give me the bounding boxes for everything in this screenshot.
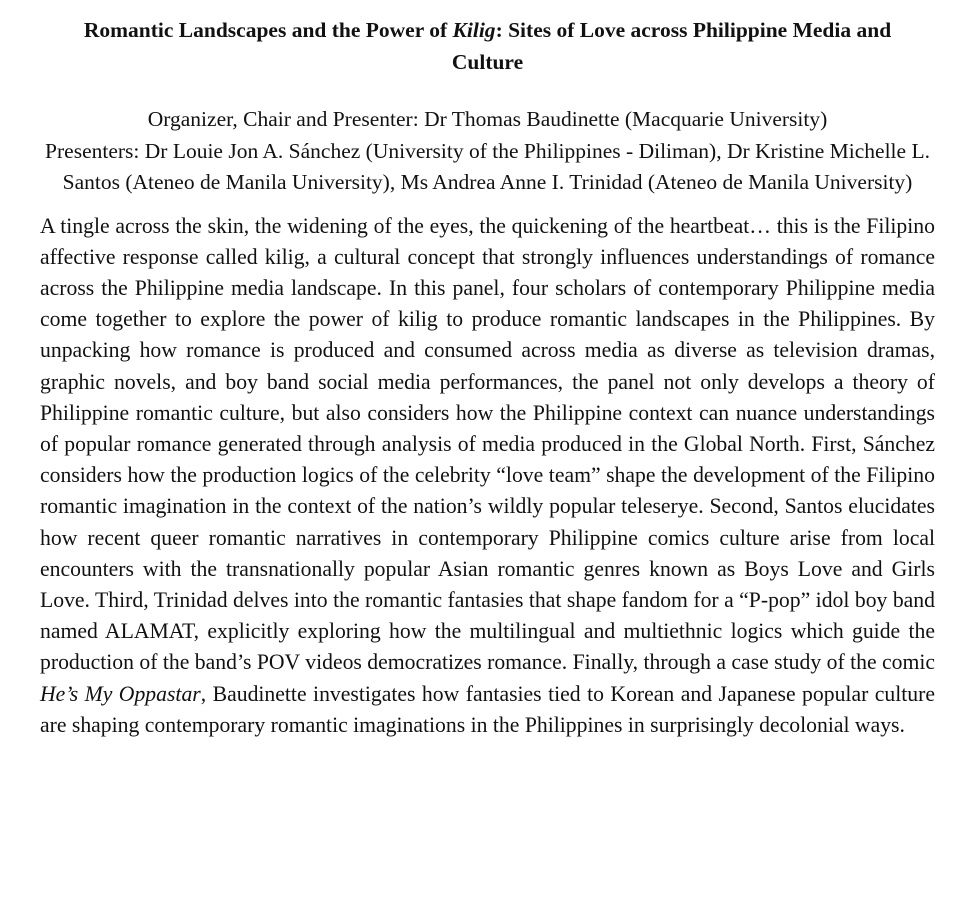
panel-title [40, 14, 935, 78]
author-block [40, 104, 935, 199]
abstract-text-part1: A tingle across the skin, the widening of the eyes, the quickening of the heartbeat… this is the Filipino affective response called kilig, a cultural concept that strongly influences understandings of romance across the Philippine media landscape. In this panel, four scholars of contemporary Philippine media come together to explore the power of kilig to produce romantic landscapes in the Philippines. By unpacking how romance is produced and consumed across media as diverse as television dramas, graphic novels, and boy band social media performances, the panel not only develops a theory of Philippine romantic culture, but also considers how the Philippine context can nuance understandings of popular romance generated through analysis of media produced in the Global North. First, Sánchez considers how the production logics of the celebrity “love team” shape the development of the Filipino romantic imagination in the context of the nation’s wildly popular teleserye. Second, Santos elucidates how recent queer romantic narratives in contemporary Philippine comics culture arise from local encounters with the transnationally popular Asian romantic genres known as Boys Love and Girls Love. Third, Trinidad delves into the romantic fantasies that shape fandom for a “P-pop” idol boy band named ALAMAT, explicitly exploring how the multilingual and multiethnic logics which guide the production of the band’s POV videos democratizes romance. Finally, through a case study of the comic [40, 213, 935, 675]
organizer-line: Organizer, Chair and Presenter: Dr Thomas Baudinette (Macquarie University) [147, 107, 828, 131]
abstract-paragraph [40, 211, 935, 741]
title-text-after: : Sites of Love across Philippine Media and Culture [451, 18, 892, 74]
title-emphasis-kilig: Kilig [452, 18, 496, 42]
abstract-text-part2: , Baudinette investigates how fantasies tied to Korean and Japanese popular culture are shaping contemporary romantic imaginations in the Philippines in surprisingly decolonial ways. [40, 681, 935, 737]
title-text-before: Romantic Landscapes and the Power of [83, 18, 453, 42]
presenters-line: Presenters: Dr Louie Jon A. Sánchez (University of the Philippines - Diliman), Dr Kristine Michelle L. Santos (Ateneo de Manila University), Ms Andrea Anne I. Trinidad (Ateneo de Manila University) [45, 138, 930, 194]
abstract-comic-title: He’s My Oppastar [40, 681, 201, 706]
